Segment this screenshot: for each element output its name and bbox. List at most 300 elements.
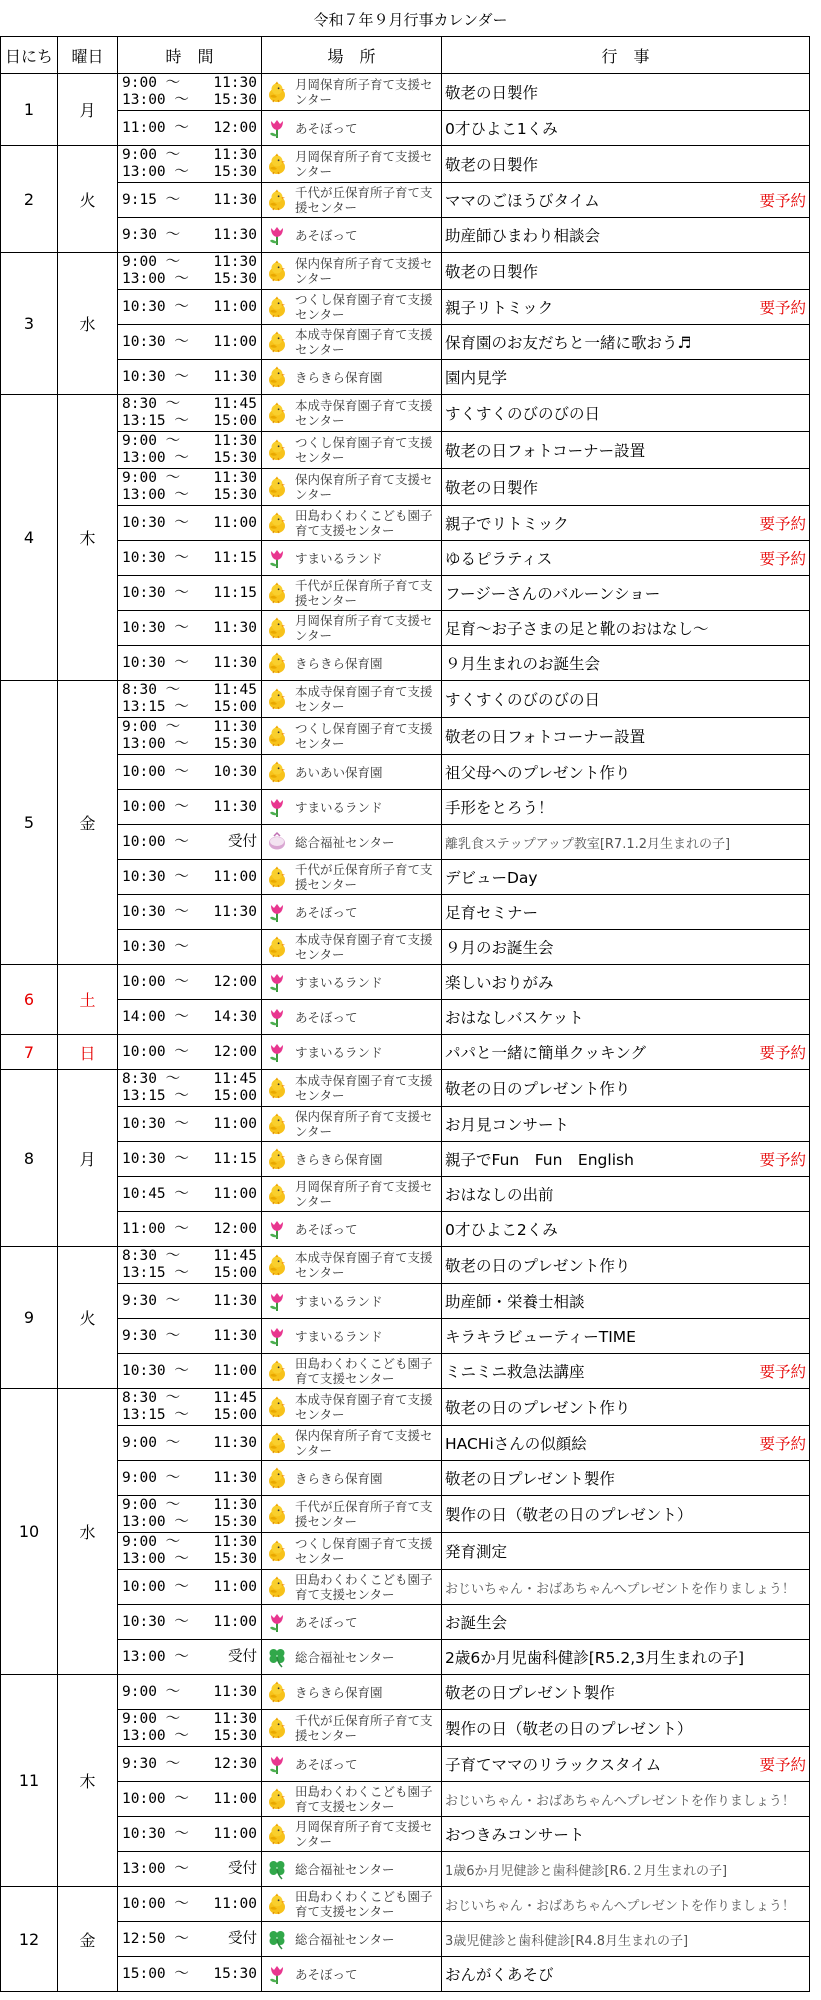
chick-icon <box>265 1148 289 1170</box>
event-row <box>1 895 810 930</box>
time-range: 10:30 ～ 11:30 <box>122 654 257 671</box>
event-name: デビューDay <box>445 869 538 887</box>
reservation-required-badge: 要予約 <box>759 515 806 533</box>
event-name: 親子でリトミック <box>445 515 569 533</box>
chick-icon <box>265 1788 289 1810</box>
time-range: 10:30 ～ 11:00 <box>122 514 257 531</box>
place-name: あいあい保育園 <box>295 764 383 780</box>
time-range: 9:00 ～ 11:30 <box>122 470 257 486</box>
event-row <box>1 611 810 646</box>
time-range: 11:00 ～ 12:00 <box>122 1220 257 1237</box>
tulip-icon <box>265 224 289 246</box>
event-row <box>1 1107 810 1142</box>
event-row <box>1 1710 810 1747</box>
time-range: 10:00 ～ 12:00 <box>122 973 257 990</box>
event <box>445 796 806 818</box>
event-name: HACHiさんの似顔絵 <box>445 1435 587 1453</box>
event-cell <box>442 253 810 290</box>
event <box>445 833 806 852</box>
clover-icon <box>265 1928 289 1950</box>
place <box>265 1467 438 1489</box>
place <box>265 1819 438 1849</box>
event-row <box>1 1817 810 1852</box>
time-range: 10:00 ～ 11:00 <box>122 1790 257 1807</box>
time-range: 8:30 ～ 11:45 <box>122 682 257 698</box>
place-cell <box>262 360 442 395</box>
time-range: 9:30 ～ 11:30 <box>122 1327 257 1344</box>
chick-icon <box>265 1540 289 1562</box>
place <box>265 1646 438 1668</box>
time-range: 13:15 ～ 15:00 <box>122 413 257 429</box>
place-name: 総合福祉センター <box>295 1861 395 1877</box>
chick-icon <box>265 1893 289 1915</box>
event-name: お誕生会 <box>445 1614 508 1632</box>
event-row <box>1 1247 810 1284</box>
place-name: 月岡保育所子育て支援センター <box>295 77 433 107</box>
event <box>445 1823 806 1845</box>
event-cell <box>442 432 810 469</box>
event-cell <box>442 790 810 825</box>
event <box>445 1325 806 1347</box>
time-cell <box>118 825 262 860</box>
event-row <box>1 218 810 253</box>
place-name: すまいるランド <box>295 1293 383 1309</box>
event-cell <box>442 755 810 790</box>
chick-icon <box>265 1183 289 1205</box>
event <box>445 547 806 569</box>
place-name: 千代が丘保育所子育て支援センター <box>295 185 433 215</box>
place <box>265 1325 438 1347</box>
place <box>265 901 438 923</box>
place-name: 月岡保育所子育て支援センター <box>295 613 433 643</box>
time-range: 13:15 ～ 15:00 <box>122 1265 257 1281</box>
event-cell <box>442 611 810 646</box>
event-row <box>1 825 810 860</box>
place-cell <box>262 253 442 290</box>
event-row <box>1 1852 810 1887</box>
time-range: 10:30 ～ <box>122 938 189 955</box>
time-cell <box>118 1177 262 1212</box>
place <box>265 1290 438 1312</box>
place-name: 月岡保育所子育て支援センター <box>295 149 433 179</box>
time-range: 10:30 ～ 11:00 <box>122 1115 257 1132</box>
event-name: ９月生まれのお誕生会 <box>445 655 601 673</box>
place-cell <box>262 1782 442 1817</box>
place-cell <box>262 825 442 860</box>
event <box>445 476 806 498</box>
time-cell <box>118 1852 262 1887</box>
event <box>445 1077 806 1099</box>
place <box>265 256 438 286</box>
place <box>265 1041 438 1063</box>
time-cell <box>118 469 262 506</box>
time-cell <box>118 325 262 360</box>
weekday: 日 <box>58 1035 118 1070</box>
event <box>445 1860 806 1879</box>
time-cell <box>118 1570 262 1605</box>
place <box>265 1218 438 1240</box>
event-name: 0才ひよこ2くみ <box>445 1221 558 1239</box>
event-cell <box>442 1605 810 1640</box>
place-name: きらきら保育園 <box>295 1684 383 1700</box>
place <box>265 1611 438 1633</box>
event-cell <box>442 1747 810 1782</box>
event <box>445 1254 806 1276</box>
tulip-icon <box>265 901 289 923</box>
time-range: 13:00 ～ 15:30 <box>122 1551 257 1567</box>
place-name: 千代が丘保育所子育て支援センター <box>295 1713 433 1743</box>
time-range: 10:30 ～ 11:15 <box>122 584 257 601</box>
event-name: パパと一緒に簡単クッキング <box>445 1044 647 1062</box>
place-cell <box>262 860 442 895</box>
event-name: 保育園のお友だちと一緒に歌おう♬ <box>445 334 692 352</box>
place <box>265 932 438 962</box>
time-cell <box>118 1142 262 1177</box>
time-range: 9:00 ～ 11:30 <box>122 1534 257 1550</box>
event <box>445 971 806 993</box>
place-cell <box>262 74 442 111</box>
event <box>445 1930 806 1949</box>
weekday: 土 <box>58 965 118 1035</box>
place-name: すまいるランド <box>295 550 383 566</box>
event <box>445 224 806 246</box>
place-name: 月岡保育所子育て支援センター <box>295 1179 433 1209</box>
time-cell <box>118 611 262 646</box>
place-cell <box>262 646 442 681</box>
event-row <box>1 1605 810 1640</box>
event-name: 2歳6か月児歯科健診[R5.2,3月生まれの子] <box>445 1649 745 1667</box>
place <box>265 613 438 643</box>
place <box>265 721 438 751</box>
event-cell <box>442 469 810 506</box>
place-name: あそぼって <box>295 1614 358 1630</box>
chick-icon <box>265 617 289 639</box>
time-range: 10:30 ～ 11:30 <box>122 368 257 385</box>
place-cell <box>262 1426 442 1461</box>
time-cell <box>118 860 262 895</box>
event-row <box>1 790 810 825</box>
time-range: 8:30 ～ 11:45 <box>122 1248 257 1264</box>
time-cell <box>118 1070 262 1107</box>
event-name: 敬老の日のプレゼント作り <box>445 1399 631 1417</box>
day-number: 9 <box>1 1247 58 1389</box>
time-range: 9:30 ～ 11:30 <box>122 1292 257 1309</box>
time-range: 9:00 ～ 11:30 <box>122 719 257 735</box>
event-row <box>1 1177 810 1212</box>
place-cell <box>262 1247 442 1284</box>
event-row <box>1 965 810 1000</box>
time-cell <box>118 646 262 681</box>
event-row <box>1 541 810 576</box>
event <box>445 81 806 103</box>
day-number: 10 <box>1 1389 58 1675</box>
chick-icon <box>265 936 289 958</box>
event-cell <box>442 360 810 395</box>
event-name: 3歳児健診と歯科健診[R4.8月生まれの子] <box>445 1933 689 1949</box>
chick-icon <box>265 512 289 534</box>
time-range: 9:00 ～ 11:30 <box>122 254 257 270</box>
event-name: 離乳食ステップアップ教室[R7.1.2月生まれの子] <box>445 836 731 852</box>
event-row <box>1 183 810 218</box>
place-cell <box>262 1817 442 1852</box>
event-row <box>1 1354 810 1389</box>
time-range: 9:30 ～ 12:30 <box>122 1755 257 1772</box>
event-row <box>1 1461 810 1496</box>
event <box>445 1467 806 1489</box>
event-row <box>1 1640 810 1675</box>
place-name: あそぼって <box>295 1756 358 1772</box>
place-name: あそぼって <box>295 227 358 243</box>
event-row <box>1 576 810 611</box>
event <box>445 439 806 461</box>
place-name: 総合福祉センター <box>295 834 395 850</box>
time-cell <box>118 930 262 965</box>
event-cell <box>442 1817 810 1852</box>
place <box>265 1928 438 1950</box>
place-cell <box>262 183 442 218</box>
place <box>265 796 438 818</box>
place-name: あそぼって <box>295 1966 358 1982</box>
place-cell <box>262 1747 442 1782</box>
event <box>445 1681 806 1703</box>
time-cell <box>118 1496 262 1533</box>
event-name: おじいちゃん・おばあちゃんへプレゼントを作りましょう！ <box>445 1793 795 1809</box>
event-name: おじいちゃん・おばあちゃんへプレゼントを作りましょう！ <box>445 1898 795 1914</box>
place-cell <box>262 1212 442 1247</box>
event-name: 1歳6か月児健診と歯科健診[R6.２月生まれの子] <box>445 1863 728 1879</box>
event-cell <box>442 1887 810 1922</box>
time-cell <box>118 755 262 790</box>
place-cell <box>262 718 442 755</box>
place <box>265 435 438 465</box>
event <box>445 1717 806 1739</box>
place-cell <box>262 541 442 576</box>
time-range: 9:00 ～ 11:30 <box>122 75 257 91</box>
event <box>445 688 806 710</box>
reservation-required-badge: 要予約 <box>759 1151 806 1169</box>
place-name: 本成寺保育園子育て支援センター <box>295 932 433 962</box>
day-number: 3 <box>1 253 58 395</box>
chick-icon <box>265 1576 289 1598</box>
event-row <box>1 111 810 146</box>
time-cell <box>118 1710 262 1747</box>
chick-icon <box>265 1360 289 1382</box>
day-number: 1 <box>1 74 58 146</box>
tulip-icon <box>265 547 289 569</box>
time-cell <box>118 218 262 253</box>
clover-icon <box>265 1858 289 1880</box>
event-row <box>1 146 810 183</box>
place <box>265 684 438 714</box>
time-range: 12:50 ～ 受付 <box>122 1930 257 1947</box>
event-name: 敬老の日製作 <box>445 479 539 497</box>
candy-icon <box>265 831 289 853</box>
time-cell <box>118 111 262 146</box>
event-cell <box>442 895 810 930</box>
event-name: 0才ひよこ1くみ <box>445 120 558 138</box>
weekday: 金 <box>58 681 118 965</box>
place-cell <box>262 895 442 930</box>
event-cell <box>442 1533 810 1570</box>
time-cell <box>118 253 262 290</box>
place <box>265 1392 438 1422</box>
time-cell <box>118 681 262 718</box>
place-name: つくし保育園子育て支援センター <box>295 721 433 751</box>
event-cell <box>442 1035 810 1070</box>
event-cell <box>442 1496 810 1533</box>
place <box>265 1681 438 1703</box>
event-row <box>1 325 810 360</box>
event-row <box>1 1887 810 1922</box>
time-range: 9:00 ～ 11:30 <box>122 1683 257 1700</box>
time-cell <box>118 1107 262 1142</box>
place-name: すまいるランド <box>295 1328 383 1344</box>
event-name: 敬老の日プレゼント製作 <box>445 1684 615 1702</box>
tulip-icon <box>265 1753 289 1775</box>
time-range: 13:00 ～ 受付 <box>122 1648 257 1665</box>
event-row <box>1 1570 810 1605</box>
place-cell <box>262 1496 442 1533</box>
place-cell <box>262 1035 442 1070</box>
event <box>445 617 806 639</box>
place <box>265 1858 438 1880</box>
weekday: 水 <box>58 1389 118 1675</box>
place-name: つくし保育園子育て支援センター <box>295 292 433 322</box>
event-row <box>1 290 810 325</box>
event-name: お月見コンサート <box>445 1116 570 1134</box>
place-cell <box>262 930 442 965</box>
event-name: おんがくあそび <box>445 1966 554 1984</box>
event-row <box>1 1000 810 1035</box>
event-name: ママのごほうびタイム <box>445 192 600 210</box>
time-cell <box>118 1817 262 1852</box>
time-range: 10:00 ～ 11:30 <box>122 798 257 815</box>
place-name: 総合福祉センター <box>295 1931 395 1947</box>
event-row <box>1 253 810 290</box>
event <box>445 402 806 424</box>
event <box>445 153 806 175</box>
time-range: 9:00 ～ 11:30 <box>122 1469 257 1486</box>
time-range: 10:30 ～ 11:00 <box>122 868 257 885</box>
place-name: 田島わくわくこども園子育て支援センター <box>295 1784 433 1814</box>
time-cell <box>118 1782 262 1817</box>
place <box>265 1784 438 1814</box>
day-number: 2 <box>1 146 58 253</box>
place-cell <box>262 432 442 469</box>
chick-icon <box>265 439 289 461</box>
place <box>265 366 438 388</box>
tulip-icon <box>265 971 289 993</box>
event-cell <box>442 681 810 718</box>
event-cell <box>442 1354 810 1389</box>
place-cell <box>262 1640 442 1675</box>
chick-icon <box>265 1077 289 1099</box>
reservation-required-badge: 要予約 <box>759 550 806 568</box>
event <box>445 582 806 604</box>
time-range: 10:30 ～ 11:15 <box>122 1150 257 1167</box>
place-cell <box>262 1605 442 1640</box>
time-cell <box>118 74 262 111</box>
time-range: 9:00 ～ 11:30 <box>122 1434 257 1451</box>
event-row <box>1 1035 810 1070</box>
place-name: 本成寺保育園子育て支援センター <box>295 398 433 428</box>
event-name: 敬老の日フォトコーナー設置 <box>445 728 646 746</box>
place <box>265 1713 438 1743</box>
time-cell <box>118 965 262 1000</box>
time-cell <box>118 1212 262 1247</box>
tulip-icon <box>265 796 289 818</box>
place-cell <box>262 681 442 718</box>
event-cell <box>442 718 810 755</box>
time-range: 8:30 ～ 11:45 <box>122 1071 257 1087</box>
event <box>445 260 806 282</box>
day-number: 12 <box>1 1887 58 1992</box>
time-range: 13:15 ～ 15:00 <box>122 1088 257 1104</box>
event-row <box>1 1533 810 1570</box>
time-range: 13:00 ～ 受付 <box>122 1860 257 1877</box>
time-range: 9:00 ～ 11:30 <box>122 433 257 449</box>
place <box>265 652 438 674</box>
time-range: 10:00 ～ 受付 <box>122 833 257 850</box>
chick-icon <box>265 1254 289 1276</box>
event <box>445 1611 806 1633</box>
event-row <box>1 1426 810 1461</box>
place-name: すまいるランド <box>295 799 383 815</box>
event-cell <box>442 646 810 681</box>
event-cell <box>442 1212 810 1247</box>
time-range: 9:00 ～ 11:30 <box>122 147 257 163</box>
header-time: 時 間 <box>118 37 262 74</box>
chick-icon <box>265 153 289 175</box>
event-cell <box>442 1782 810 1817</box>
place-cell <box>262 1570 442 1605</box>
place-cell <box>262 1177 442 1212</box>
event-cell <box>442 1000 810 1035</box>
place-cell <box>262 290 442 325</box>
time-range: 13:15 ～ 15:00 <box>122 1407 257 1423</box>
event-cell <box>442 576 810 611</box>
reservation-required-badge: 要予約 <box>759 1044 806 1062</box>
header-day: 日にち <box>1 37 58 74</box>
tulip-icon <box>265 1006 289 1028</box>
weekday: 金 <box>58 1887 118 1992</box>
time-cell <box>118 290 262 325</box>
time-cell <box>118 1000 262 1035</box>
event <box>445 652 806 674</box>
place-name: 月岡保育所子育て支援センター <box>295 1819 433 1849</box>
day-number: 5 <box>1 681 58 965</box>
time-range: 13:00 ～ 15:30 <box>122 92 257 108</box>
event-cell <box>442 541 810 576</box>
time-range: 10:45 ～ 11:00 <box>122 1185 257 1202</box>
place-cell <box>262 755 442 790</box>
weekday: 水 <box>58 253 118 395</box>
event-cell <box>442 1426 810 1461</box>
place <box>265 1109 438 1139</box>
event <box>445 1895 806 1914</box>
place-cell <box>262 469 442 506</box>
day-number: 7 <box>1 1035 58 1070</box>
event-row <box>1 930 810 965</box>
place-name: きらきら保育園 <box>295 1151 383 1167</box>
time-range: 13:00 ～ 15:30 <box>122 1728 257 1744</box>
chick-icon <box>265 366 289 388</box>
chick-icon <box>265 1113 289 1135</box>
event-cell <box>442 965 810 1000</box>
place-name: 保内保育所子育て支援センター <box>295 1109 433 1139</box>
header-event: 行 事 <box>442 37 810 74</box>
time-cell <box>118 360 262 395</box>
